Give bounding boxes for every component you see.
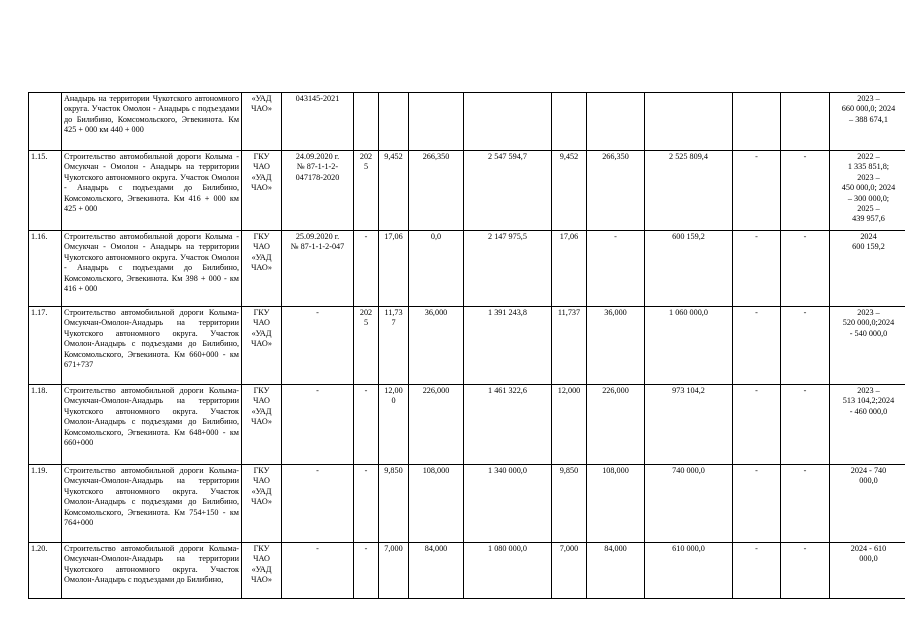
table-row — [29, 543, 905, 599]
commissioning-year: - — [354, 385, 379, 465]
area-value-2: 266,350 — [587, 151, 645, 231]
table-row — [29, 93, 905, 151]
object-name: Строительство автомобильной дороги Колыма - Омсукчан - Омолон - Анадырь на территории Чукотского автономного округа. Участок Омолон - Анадырь с подъездами до Билибино, Комсомольского, Эгвекинота. Км 416 + 000 км 425 + 000 — [62, 151, 242, 231]
cost-value-2: 973 104,2 — [645, 385, 733, 465]
area-value: 108,000 — [409, 465, 464, 543]
extra-col-2: - — [781, 465, 830, 543]
table-row — [29, 151, 905, 231]
expertise-conclusion: - — [282, 307, 354, 385]
financing-by-year: 2023 – 520 000,0;2024 - 540 000,0 — [830, 307, 905, 385]
financing-by-year: 2024 - 610 000,0 — [830, 543, 905, 599]
area-value: 226,000 — [409, 385, 464, 465]
row-number — [29, 93, 62, 151]
extra-col-1: - — [733, 543, 781, 599]
expertise-conclusion: 25.09.2020 г. № 87-1-1-2-047 — [282, 231, 354, 307]
length-km-2: 12,000 — [552, 385, 587, 465]
extra-col-2: - — [781, 543, 830, 599]
customer: «УАД ЧАО» — [242, 93, 282, 151]
customer: ГКУ ЧАО «УАД ЧАО» — [242, 307, 282, 385]
estimated-cost — [464, 93, 552, 151]
table-row — [29, 307, 905, 385]
customer: ГКУ ЧАО «УАД ЧАО» — [242, 543, 282, 599]
cost-value-2 — [645, 93, 733, 151]
area-value-2: 108,000 — [587, 465, 645, 543]
extra-col-1 — [733, 93, 781, 151]
extra-col-2: - — [781, 307, 830, 385]
commissioning-year: 202 5 — [354, 307, 379, 385]
area-value: 266,350 — [409, 151, 464, 231]
object-name: Строительство автомобильной дороги Колыма-Омсукчан-Омолон-Анадырь на территории Чукотского автономного округа. Участок Омолон-Анадырь с подъездами до Билибино, Комсомольского, Эгвекинота. Км 648+000 - км 660+000 — [62, 385, 242, 465]
area-value — [409, 93, 464, 151]
length-km: 7,000 — [379, 543, 409, 599]
financing-by-year: 2022 – 1 335 851,8; 2023 – 450 000,0; 2024 – 300 000,0; 2025 – 439 957,6 — [830, 151, 905, 231]
customer: ГКУ ЧАО «УАД ЧАО» — [242, 465, 282, 543]
row-number: 1.17. — [29, 307, 62, 385]
document-table — [28, 92, 905, 599]
extra-col-2: - — [781, 385, 830, 465]
cost-value-2: 1 060 000,0 — [645, 307, 733, 385]
row-number: 1.16. — [29, 231, 62, 307]
length-km-2: 11,737 — [552, 307, 587, 385]
expertise-conclusion: - — [282, 543, 354, 599]
row-number: 1.15. — [29, 151, 62, 231]
object-name: Строительство автомобильной дороги Колыма - Омсукчан - Омолон - Анадырь на территории Чукотского автономного округа. Участок Омолон - Анадырь с подъездами до Билибино, Комсомольского, Эгвекинота. Км 398 + 000 - км 416 + 000 — [62, 231, 242, 307]
length-km-2: 9,452 — [552, 151, 587, 231]
row-number: 1.20. — [29, 543, 62, 599]
estimated-cost: 1 080 000,0 — [464, 543, 552, 599]
commissioning-year: - — [354, 465, 379, 543]
row-number: 1.19. — [29, 465, 62, 543]
row-number: 1.18. — [29, 385, 62, 465]
extra-col-1: - — [733, 307, 781, 385]
estimated-cost: 1 391 243,8 — [464, 307, 552, 385]
extra-col-1: - — [733, 465, 781, 543]
customer: ГКУ ЧАО «УАД ЧАО» — [242, 231, 282, 307]
table-row — [29, 231, 905, 307]
estimated-cost: 1 340 000,0 — [464, 465, 552, 543]
length-km-2 — [552, 93, 587, 151]
area-value-2: 226,000 — [587, 385, 645, 465]
length-km-2: 7,000 — [552, 543, 587, 599]
area-value: 0,0 — [409, 231, 464, 307]
length-km: 9,452 — [379, 151, 409, 231]
object-name: Анадырь на территории Чукотского автономного округа. Участок Омолон - Анадырь с подъездами до Билибино, Комсомольского, Эгвекинота. Км 425 + 000 км 440 + 000 — [62, 93, 242, 151]
length-km-2: 9,850 — [552, 465, 587, 543]
object-name: Строительство автомобильной дороги Колыма-Омсукчан-Омолон-Анадырь на территории Чукотского автономного округа. Участок Омолон-Анадырь с подъездами до Билибино, — [62, 543, 242, 599]
area-value: 84,000 — [409, 543, 464, 599]
cost-value-2: 740 000,0 — [645, 465, 733, 543]
extra-col-1: - — [733, 231, 781, 307]
table-row — [29, 385, 905, 465]
expertise-conclusion: - — [282, 465, 354, 543]
extra-col-1: - — [733, 385, 781, 465]
commissioning-year: - — [354, 543, 379, 599]
estimated-cost: 2 547 594,7 — [464, 151, 552, 231]
extra-col-2: - — [781, 151, 830, 231]
financing-by-year: 2024 600 159,2 — [830, 231, 905, 307]
cost-value-2: 2 525 809,4 — [645, 151, 733, 231]
length-km-2: 17,06 — [552, 231, 587, 307]
expertise-conclusion: - — [282, 385, 354, 465]
extra-col-2: - — [781, 231, 830, 307]
length-km: 12,00 0 — [379, 385, 409, 465]
estimated-cost: 2 147 975,5 — [464, 231, 552, 307]
financing-by-year: 2023 – 513 104,2;2024 - 460 000,0 — [830, 385, 905, 465]
customer: ГКУ ЧАО «УАД ЧАО» — [242, 151, 282, 231]
length-km: 9,850 — [379, 465, 409, 543]
cost-value-2: 610 000,0 — [645, 543, 733, 599]
extra-col-2 — [781, 93, 830, 151]
customer: ГКУ ЧАО «УАД ЧАО» — [242, 385, 282, 465]
length-km: 11,73 7 — [379, 307, 409, 385]
object-name: Строительство автомобильной дороги Колыма-Омсукчан-Омолон-Анадырь на территории Чукотского автономного округа. Участок Омолон-Анадырь с подъездами до Билибино, Комсомольского, Эгвекинота. Км 754+150 - км 764+000 — [62, 465, 242, 543]
object-name: Строительство автомобильной дороги Колыма-Омсукчан-Омолон-Анадырь на территории Чукотского автономного округа. Участок Омолон-Анадырь с подъездами до Билибино, Комсомольского, Эгвекинота. Км 660+000 - км 671+737 — [62, 307, 242, 385]
financing-by-year: 2023 – 660 000,0; 2024 – 388 674,1 — [830, 93, 905, 151]
expertise-conclusion: 24.09.2020 г. № 87-1-1-2- 047178-2020 — [282, 151, 354, 231]
length-km: 17,06 — [379, 231, 409, 307]
table-row — [29, 465, 905, 543]
length-km — [379, 93, 409, 151]
area-value-2 — [587, 93, 645, 151]
commissioning-year: - — [354, 231, 379, 307]
area-value-2: - — [587, 231, 645, 307]
expertise-conclusion: 043145-2021 — [282, 93, 354, 151]
area-value-2: 36,000 — [587, 307, 645, 385]
financing-by-year: 2024 - 740 000,0 — [830, 465, 905, 543]
commissioning-year: 202 5 — [354, 151, 379, 231]
area-value: 36,000 — [409, 307, 464, 385]
cost-value-2: 600 159,2 — [645, 231, 733, 307]
estimated-cost: 1 461 322,6 — [464, 385, 552, 465]
area-value-2: 84,000 — [587, 543, 645, 599]
extra-col-1: - — [733, 151, 781, 231]
commissioning-year — [354, 93, 379, 151]
